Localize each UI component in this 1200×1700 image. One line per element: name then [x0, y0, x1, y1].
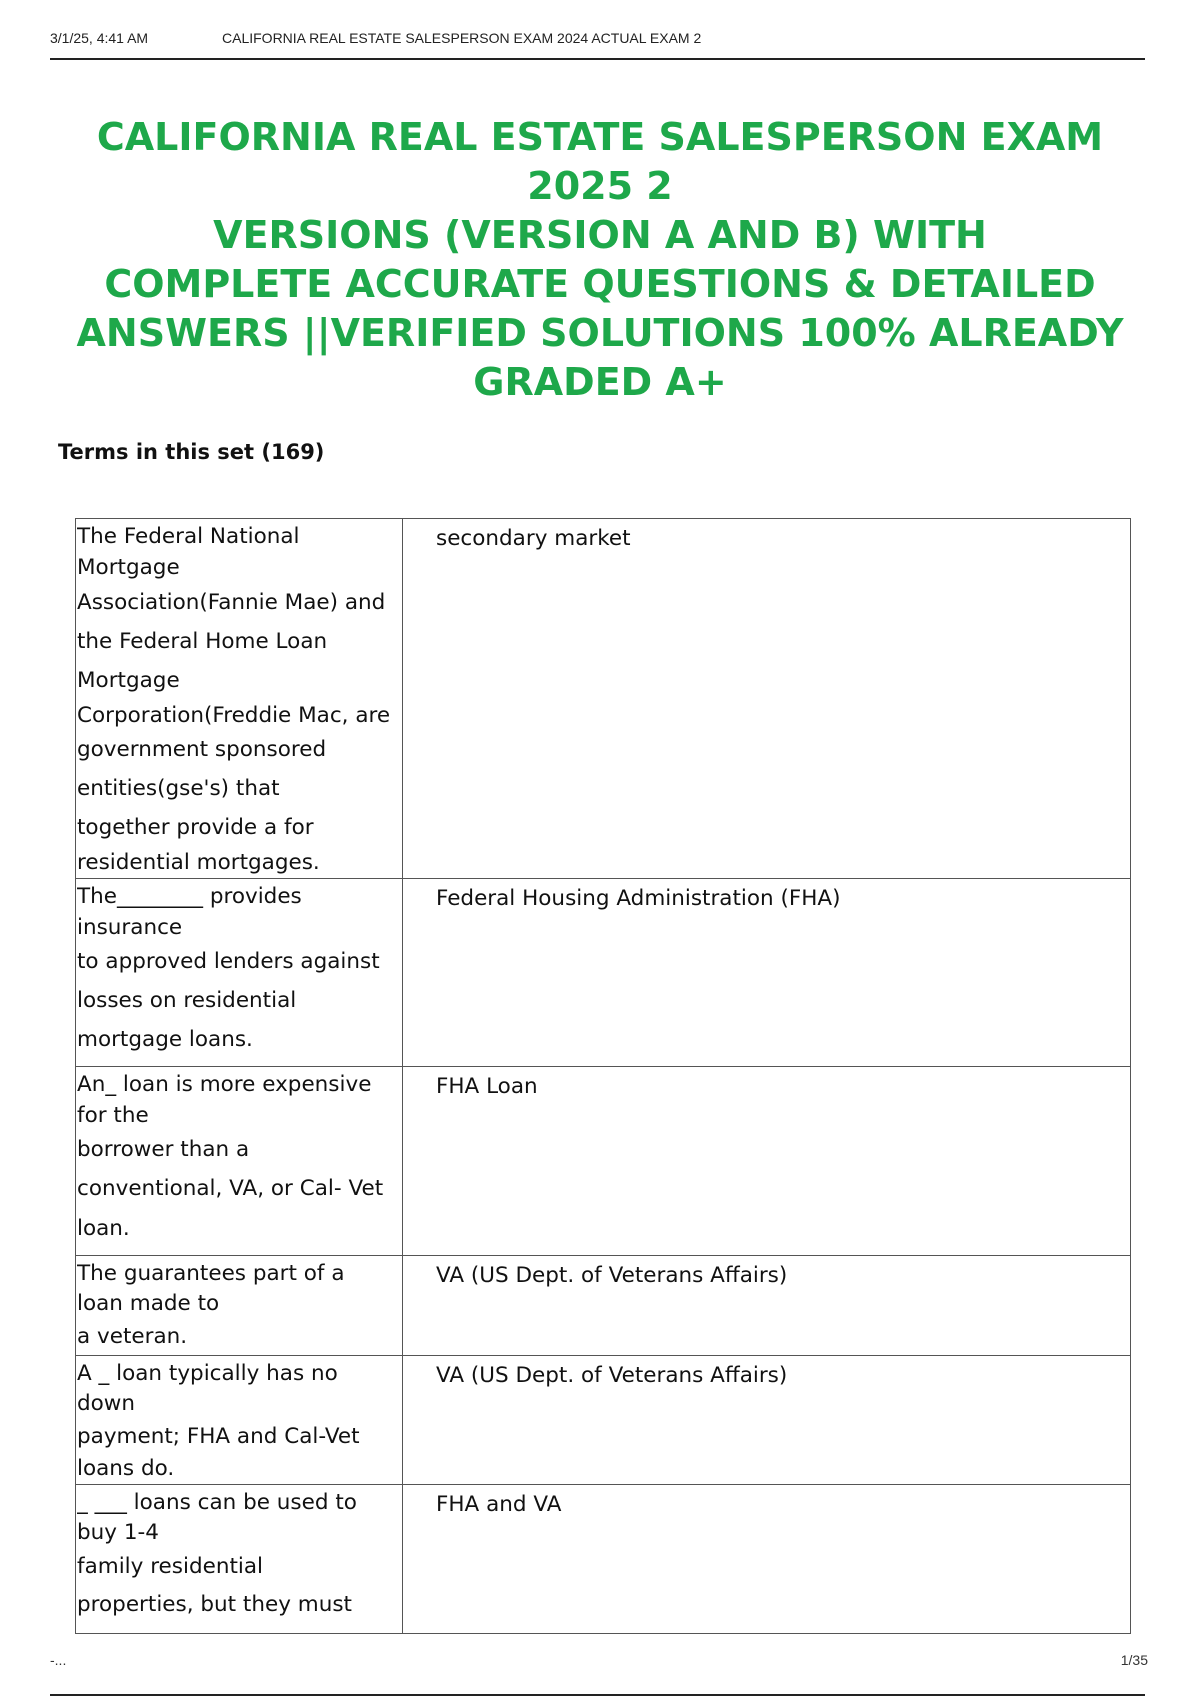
title-line: VERSIONS (VERSION A AND B) WITH [213, 213, 987, 257]
definition-cell: FHA Loan [403, 1067, 1131, 1256]
page-number: 1/35 [1120, 1652, 1148, 1668]
term-line: losses on residential [77, 988, 297, 1013]
table-row [76, 1356, 1131, 1485]
term-cell [76, 519, 403, 879]
page-header [50, 30, 1145, 60]
title-line: COMPLETE ACCURATE QUESTIONS & DETAILED [104, 262, 1096, 306]
definition-cell: FHA and VA [403, 1485, 1131, 1634]
term-line: The________ provides [77, 884, 302, 909]
table-row [76, 1256, 1131, 1356]
table-row [76, 879, 1131, 1067]
footer-divider [50, 1694, 1145, 1696]
print-timestamp: 3/1/25, 4:41 AM [50, 30, 149, 46]
term-line: down [77, 1391, 136, 1416]
term-line: Association(Fannie Mae) and [77, 590, 386, 615]
definition-cell: VA (US Dept. of Veterans Affairs) [403, 1356, 1131, 1485]
title-line: ANSWERS ||VERIFIED SOLUTIONS 100% ALREADY [76, 311, 1124, 355]
term-line: payment; FHA and Cal-Vet [77, 1424, 360, 1449]
term-line: A _ loan typically has no [77, 1361, 338, 1386]
term-line: conventional, VA, or Cal- Vet [77, 1176, 384, 1201]
term-line: Mortgage [77, 555, 180, 580]
term-cell [76, 879, 403, 1067]
term-cell [76, 1356, 403, 1485]
table-row [76, 1067, 1131, 1256]
term-line: mortgage loans. [77, 1027, 253, 1052]
term-line: insurance [77, 915, 183, 940]
term-line: residential mortgages. [77, 850, 320, 875]
term-line: buy 1-4 [77, 1520, 159, 1545]
title-line: GRADED A+ [473, 360, 727, 404]
term-line: The guarantees part of a [77, 1261, 345, 1286]
term-line: loan. [77, 1216, 130, 1241]
title-line: CALIFORNIA REAL ESTATE SALESPERSON EXAM 2025 2 [96, 115, 1104, 208]
table-row [76, 519, 1131, 879]
term-line: family residential [77, 1554, 264, 1579]
term-line: loan made to [77, 1291, 220, 1316]
term-line: to approved lenders against [77, 949, 380, 974]
table-row [76, 1485, 1131, 1634]
term-line: An_ loan is more expensive [77, 1072, 372, 1097]
term-cell [76, 1256, 403, 1356]
header-document-title: CALIFORNIA REAL ESTATE SALESPERSON EXAM 2024 ACTUAL EXAM 2 [222, 30, 702, 46]
terms-count-heading: Terms in this set (169) [58, 440, 325, 464]
term-line: together provide a for [77, 815, 314, 840]
term-line: Corporation(Freddie Mac, are [77, 703, 391, 728]
term-line: a veteran. [77, 1324, 188, 1349]
term-line: The Federal National [77, 524, 300, 549]
definition-cell: Federal Housing Administration (FHA) [403, 879, 1131, 1067]
term-line: borrower than a [77, 1137, 250, 1162]
term-line: loans do. [77, 1456, 175, 1481]
document-title [60, 113, 1140, 407]
term-line: for the [77, 1103, 149, 1128]
term-line: Mortgage [77, 668, 180, 693]
definition-cell: VA (US Dept. of Veterans Affairs) [403, 1256, 1131, 1356]
term-cell [76, 1067, 403, 1256]
footer-url-truncated: -... [50, 1652, 67, 1668]
term-line: government sponsored [77, 737, 327, 762]
term-line: the Federal Home Loan [77, 629, 328, 654]
term-line: _ ___ loans can be used to [77, 1490, 357, 1515]
term-line: properties, but they must [77, 1592, 352, 1617]
terms-table [75, 518, 1131, 1634]
term-line: entities(gse's) that [77, 776, 280, 801]
definition-cell: secondary market [403, 519, 1131, 879]
term-cell [76, 1485, 403, 1634]
